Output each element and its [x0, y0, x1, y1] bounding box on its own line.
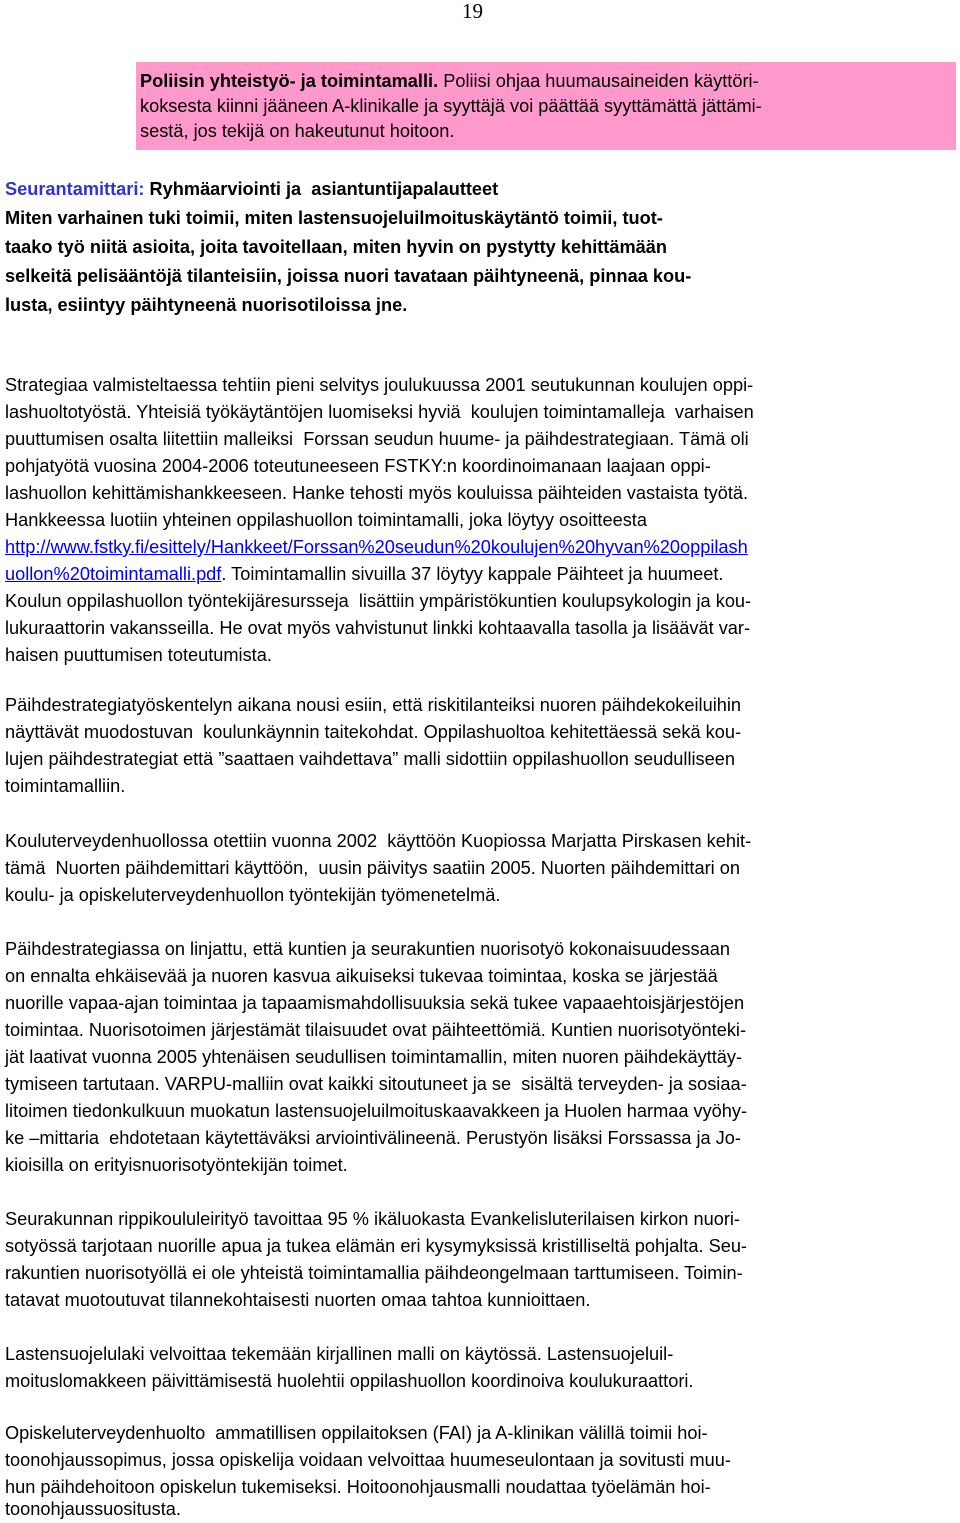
paragraph-1-line: Strategiaa valmisteltaessa tehtiin pieni selvitys joulukuussa 2001 seutukunnan koulujen oppi-	[5, 375, 754, 395]
toimintamalli-link[interactable]: http://www.fstky.fi/esittely/Hankkeet/Forssan%20seudun%20koulujen%20hyvan%20oppilash	[5, 537, 748, 557]
paragraph-1-line: lashuollon kehittämishankkeeseen. Hanke tehosti myös kouluissa päihteiden vastaista työtä.	[5, 483, 749, 503]
paragraph-4-line: litoimen tiedonkulkuun muokatun lastensuojeluilmoituskaavakkeen ja Huolen harmaa vyöhy-	[5, 1101, 748, 1121]
toimintamalli-link-continuation[interactable]: uollon%20toimintamalli.pdf	[5, 564, 222, 584]
paragraph-4-line: kioisilla on erityisnuorisotyöntekijän toimet.	[5, 1155, 348, 1175]
paragraph-6-line: moituslomakkeen päivittämisestä huolehtii oppilashuollon koordinoiva koulukuraattori.	[5, 1371, 694, 1391]
highlight-line-2: koksesta kiinni jääneen A-klinikalle ja syyttäjä voi päättää syyttämättä jättämi-	[140, 96, 762, 116]
paragraph-4-line: tymiseen tartutaan. VARPU-malliin ovat kaikki sitoutuneet ja se sisältä terveyden- ja sosiaa-	[5, 1074, 747, 1094]
paragraph-2-line: toimintamalliin.	[5, 776, 126, 796]
page-number: 19	[462, 0, 483, 23]
paragraph-2-line: lujen päihdestrategiat että ”saattaen vaihdettava” malli sidottiin oppilashuollon seudulliseen	[5, 749, 735, 769]
paragraph-1-line: Hankkeessa luotiin yhteinen oppilashuollon toimintamalli, joka löytyy osoitteesta	[5, 510, 647, 530]
monitoring-line: selkeitä pelisääntöjä tilanteisiin, joissa nuori tavataan päihtyneenä, pinnaa kou-	[5, 266, 692, 286]
paragraph-3-line: koulu- ja opiskeluterveydenhuollon työntekijän työmenetelmä.	[5, 885, 501, 905]
paragraph-1-line: haisen puuttumisen toteutumista.	[5, 645, 272, 665]
paragraph-4-line: on ennalta ehkäisevää ja nuoren kasvua aikuiseksi tukevaa toimintaa, koska se järjestää	[5, 966, 718, 986]
paragraph-4-line: ke –mittaria ehdotetaan käytettäväksi arviointivälineenä. Perustyön lisäksi Forssassa ja Jo-	[5, 1128, 741, 1148]
paragraph-1-line	[5, 561, 723, 587]
highlight-line-1-text: Poliisi ohjaa huumausaineiden käyttöri-	[438, 71, 759, 91]
paragraph-5-line: Seurakunnan rippikoululeirityö tavoittaa 95 % ikäluokasta Evankelisluterilaisen kirkon nuori-	[5, 1209, 740, 1229]
monitoring-line: lusta, esiintyy päihtyneenä nuorisotiloissa jne.	[5, 295, 408, 315]
paragraph-1-line: pohjatyötä vuosina 2004-2006 toteutuneeseen FSTKY:n koordinoimanaan laajaan oppi-	[5, 456, 711, 476]
monitoring-heading-text: Ryhmäarviointi ja asiantuntijapalautteet	[144, 179, 499, 199]
paragraph-7-line: hun päihdehoitoon opiskelun tukemiseksi. Hoitoonohjausmalli noudattaa työelämän hoi-	[5, 1477, 711, 1497]
paragraph-3-line: Kouluterveydenhuollossa otettiin vuonna 2002 käyttöön Kuopiossa Marjatta Pirskasen kehit-	[5, 831, 752, 851]
highlight-title: Poliisin yhteistyö- ja toimintamalli.	[140, 71, 439, 91]
paragraph-1-line: lashuoltotyöstä. Yhteisiä työkäytäntöjen luomiseksi hyviä koulujen toimintamalleja varhaisen	[5, 402, 754, 422]
paragraph-7-line: toonohjaussopimus, jossa opiskelija voidaan velvoittaa huumeseulontaan ja sovitusti muu-	[5, 1450, 731, 1470]
paragraph-2-line: Päihdestrategiatyöskentelyn aikana nousi esiin, että riskitilanteiksi nuoren päihdekokeiluihin	[5, 695, 742, 715]
paragraph-5-line: sotyössä tarjotaan nuorille apua ja tukea elämän eri kysymyksissä kristilliseltä pohjalta. Seu-	[5, 1236, 747, 1256]
paragraph-1-line: lukuraattorin vakansseilla. He ovat myös vahvistunut linkki kohtaavalla tasolla ja lisäävät var-	[5, 618, 751, 638]
paragraph-1-line: puuttumisen osalta liitettiin malleiksi Forssan seudun huume- ja päihdestrategiaan. Tämä oli	[5, 429, 749, 449]
paragraph-4-line: jät laativat vuonna 2005 yhtenäisen seudullisen toimintamallin, miten nuoren päihdekäyttäy-	[5, 1047, 743, 1067]
highlight-line-1	[140, 68, 759, 94]
highlight-box-police-model	[136, 62, 956, 150]
paragraph-5-line: rakuntien nuorisotyöllä ei ole yhteistä toimintamallia päihdeongelmaan tarttumiseen. Toimin-	[5, 1263, 743, 1283]
paragraph-4-line: nuorille vapaa-ajan toimintaa ja tapaamismahdollisuuksia sekä tukee vapaaehtoisjärjestöjen	[5, 993, 745, 1013]
paragraph-5-line: tatavat muotoutuvat tilannekohtaisesti nuorten omaa tahtoa kunnioittaen.	[5, 1290, 591, 1310]
paragraph-6-line: Lastensuojelulaki velvoittaa tekemään kirjallinen malli on käytössä. Lastensuojeluil-	[5, 1344, 674, 1364]
paragraph-4-line: toimintaa. Nuorisotoimen järjestämät tilaisuudet ovat päihteettömiä. Kuntien nuorisotyönteki-	[5, 1020, 747, 1040]
monitoring-label: Seurantamittari:	[5, 179, 145, 199]
monitoring-heading	[5, 176, 498, 202]
paragraph-1-line: Koulun oppilashuollon työntekijäresursseja lisättiin ympäristökuntien koulupsykologin ja kou-	[5, 591, 752, 611]
monitoring-line: Miten varhainen tuki toimii, miten lastensuojeluilmoituskäytäntö toimii, tuot-	[5, 208, 663, 228]
highlight-line-3: sestä, jos tekijä on hakeutunut hoitoon.	[140, 121, 455, 141]
paragraph-2-line: näyttävät muodostuvan koulunkäynnin taitekohdat. Oppilashuoltoa kehitettäessä sekä kou-	[5, 722, 742, 742]
monitoring-line: taako työ niitä asioita, joita tavoitellaan, miten hyvin on pystytty kehittämään	[5, 237, 667, 257]
paragraph-1-after-link: . Toimintamallin sivuilla 37 löytyy kappale Päihteet ja huumeet.	[221, 564, 724, 584]
paragraph-7-line: toonohjaussuositusta.	[5, 1499, 181, 1519]
paragraph-3-line: tämä Nuorten päihdemittari käyttöön, uusin päivitys saatiin 2005. Nuorten päihdemittari on	[5, 858, 740, 878]
paragraph-1-link-line	[5, 534, 748, 560]
paragraph-4-line: Päihdestrategiassa on linjattu, että kuntien ja seurakuntien nuorisotyö kokonaisuudessaan	[5, 939, 730, 959]
paragraph-7-line: Opiskeluterveydenhuolto ammatillisen oppilaitoksen (FAI) ja A-klinikan välillä toimii hoi-	[5, 1423, 708, 1443]
